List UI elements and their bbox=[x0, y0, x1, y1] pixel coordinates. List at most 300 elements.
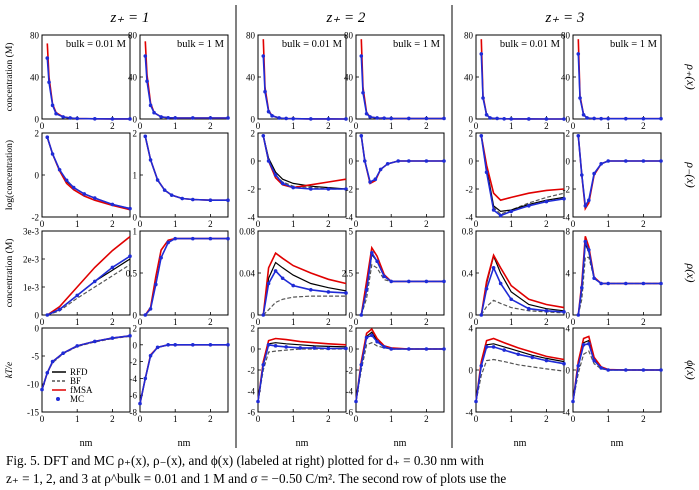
y-tick-label-r4c1: -10 bbox=[27, 379, 39, 390]
y-tick-label-r4c2: -8 bbox=[129, 407, 137, 418]
x-tick-label-r1c3: 0 bbox=[255, 121, 261, 131]
data-point-MC-r2c6 bbox=[599, 162, 603, 166]
y-tick-label-r2c6: -4 bbox=[562, 212, 570, 223]
data-point-MC-r4c4 bbox=[365, 336, 369, 340]
y-tick-label-r1c3: 0 bbox=[250, 114, 255, 125]
x-tick-label-r3c4: 2 bbox=[424, 317, 429, 327]
column-header-1: z₊ = 1 bbox=[110, 10, 150, 26]
data-point-MC-r3c4 bbox=[375, 259, 379, 263]
data-point-MC-r4c5 bbox=[545, 359, 549, 363]
y-tick-label-r2c1: -2 bbox=[31, 212, 39, 223]
data-point-MC-r4c6 bbox=[642, 368, 646, 372]
x-axis-label-5: nm bbox=[513, 438, 527, 449]
data-point-MC-r2c2 bbox=[191, 198, 195, 202]
y-tick-label-r2c2: 1 bbox=[132, 170, 137, 181]
x-axis-label-4: nm bbox=[393, 438, 407, 449]
data-point-MC-r2c4 bbox=[407, 159, 411, 163]
data-point-MC-r1c6 bbox=[606, 117, 610, 121]
x-tick-label-r4c1: 0 bbox=[39, 414, 45, 424]
data-point-MC-r1c4 bbox=[359, 54, 363, 58]
row-ylabel-2: log(concentration) bbox=[5, 139, 15, 211]
x-tick-label-r2c5: 1 bbox=[508, 219, 514, 229]
y-tick-label-r3c1: 1e-3 bbox=[23, 282, 39, 293]
y-tick-label-r2c6: 2 bbox=[565, 128, 570, 139]
data-point-MC-r1c4 bbox=[368, 115, 372, 119]
y-tick-label-r1c1: 80 bbox=[30, 30, 39, 41]
y-tick-label-r4c4: 2 bbox=[348, 323, 353, 334]
y-tick-label-r3c2: 0 bbox=[132, 310, 137, 321]
data-point-MC-r1c5 bbox=[527, 117, 531, 121]
data-point-MC-r4c3 bbox=[256, 400, 260, 404]
data-point-MC-r1c1 bbox=[75, 117, 79, 121]
x-tick-label-r1c5: 0 bbox=[473, 121, 479, 131]
data-point-MC-r4c4 bbox=[389, 347, 393, 351]
y-tick-label-r3c1: 3e-3 bbox=[23, 226, 39, 237]
data-point-MC-r3c5 bbox=[485, 287, 489, 291]
y-tick-label-r3c5: 0 bbox=[468, 310, 473, 321]
data-point-MC-r2c3 bbox=[274, 173, 278, 177]
row-label-right-2: ρ₋(x) bbox=[684, 162, 698, 188]
data-point-MC-r1c5 bbox=[488, 116, 492, 120]
data-point-MC-r3c3 bbox=[261, 313, 265, 317]
data-point-MC-r3c5 bbox=[527, 307, 531, 311]
y-tick-label-r2c5: -2 bbox=[465, 184, 473, 195]
data-point-MC-r3c6 bbox=[587, 248, 591, 252]
data-point-MC-r1c4 bbox=[365, 112, 369, 116]
data-point-MC-r1c6 bbox=[642, 117, 646, 121]
panel-frame-r3c2 bbox=[140, 231, 228, 315]
data-point-MC-r3c3 bbox=[344, 291, 348, 295]
x-tick-label-r2c2: 1 bbox=[172, 219, 178, 229]
x-tick-label-r2c3: 0 bbox=[255, 219, 261, 229]
data-point-MC-r2c6 bbox=[659, 159, 663, 163]
data-point-MC-r2c4 bbox=[368, 180, 372, 184]
y-tick-label-r4c1: -5 bbox=[31, 351, 39, 362]
data-point-MC-r4c1 bbox=[51, 360, 55, 364]
data-point-MC-r2c4 bbox=[425, 159, 429, 163]
data-point-MC-r2c2 bbox=[143, 135, 147, 139]
y-tick-label-r4c1: 0 bbox=[34, 323, 39, 334]
data-point-MC-r2c2 bbox=[180, 197, 184, 201]
data-point-MC-r4c2 bbox=[191, 343, 195, 347]
legend-label-BF: BF bbox=[70, 376, 82, 386]
data-point-MC-r3c2 bbox=[191, 237, 195, 241]
data-point-MC-r4c1 bbox=[93, 340, 97, 344]
caption-line-1: Fig. 5. DFT and MC ρ₊(x), ρ₋(x), and ϕ(x) (labeled at right) plotted for d₊ = 0.30 nm with bbox=[6, 453, 484, 468]
y-tick-label-r2c6: 0 bbox=[565, 156, 570, 167]
x-tick-label-r2c2: 0 bbox=[137, 219, 143, 229]
data-point-MC-r3c2 bbox=[209, 237, 213, 241]
x-tick-label-r2c1: 0 bbox=[39, 219, 45, 229]
x-tick-label-r1c4: 1 bbox=[388, 121, 394, 131]
legend-label-MC: MC bbox=[70, 394, 85, 404]
data-point-MC-r3c6 bbox=[659, 282, 663, 286]
data-point-MC-r4c3 bbox=[327, 347, 331, 351]
data-point-MC-r1c1 bbox=[61, 115, 65, 119]
data-point-MC-r2c5 bbox=[562, 197, 566, 201]
y-tick-label-r1c3: 40 bbox=[246, 72, 255, 83]
data-point-MC-r1c3 bbox=[267, 110, 271, 114]
data-point-MC-r2c6 bbox=[592, 172, 596, 176]
x-tick-label-r4c1: 1 bbox=[74, 414, 80, 424]
panel-title-r1c2: bulk = 1 M bbox=[176, 39, 224, 50]
y-tick-label-r4c5: -4 bbox=[465, 407, 473, 418]
data-point-MC-r4c1 bbox=[40, 388, 44, 392]
data-point-MC-r2c5 bbox=[479, 134, 483, 138]
data-point-MC-r4c3 bbox=[284, 345, 288, 349]
data-point-MC-r2c2 bbox=[149, 158, 153, 162]
data-point-MC-r1c2 bbox=[166, 116, 170, 120]
data-point-MC-r2c3 bbox=[267, 159, 271, 163]
data-point-MC-r3c3 bbox=[274, 269, 278, 273]
data-point-MC-r4c2 bbox=[166, 343, 170, 347]
x-tick-label-r4c5: 0 bbox=[473, 414, 479, 424]
data-point-MC-r4c2 bbox=[173, 343, 177, 347]
y-tick-label-r4c1: -15 bbox=[27, 407, 39, 418]
y-tick-label-r4c4: -4 bbox=[345, 386, 353, 397]
y-tick-label-r2c2: 0 bbox=[132, 212, 137, 223]
data-point-MC-r4c6 bbox=[659, 368, 663, 372]
x-tick-label-r1c1: 0 bbox=[39, 121, 45, 131]
column-header-2: z₊ = 2 bbox=[326, 10, 366, 26]
data-point-MC-r3c6 bbox=[599, 282, 603, 286]
x-tick-label-r4c5: 1 bbox=[508, 414, 514, 424]
data-point-MC-r1c3 bbox=[270, 114, 274, 118]
data-point-MC-r2c4 bbox=[359, 134, 363, 138]
data-point-MC-r1c2 bbox=[173, 116, 177, 120]
x-tick-label-r4c5: 2 bbox=[544, 414, 549, 424]
data-point-MC-r3c4 bbox=[370, 251, 374, 255]
x-tick-label-r4c2: 2 bbox=[208, 414, 213, 424]
data-point-MC-r4c6 bbox=[576, 364, 580, 368]
data-point-MC-r2c5 bbox=[509, 210, 513, 214]
data-point-MC-r4c5 bbox=[479, 364, 483, 368]
y-tick-label-r2c4: -4 bbox=[345, 212, 353, 223]
data-point-MC-r3c4 bbox=[365, 288, 369, 292]
x-tick-label-r3c4: 1 bbox=[388, 317, 394, 327]
data-point-MC-r1c1 bbox=[111, 117, 115, 121]
y-tick-label-r2c1: 2 bbox=[34, 128, 39, 139]
x-tick-label-r1c4: 2 bbox=[424, 121, 429, 131]
data-point-MC-r4c5 bbox=[485, 345, 489, 349]
y-tick-label-r3c3: 0 bbox=[250, 310, 255, 321]
y-tick-label-r2c4: 0 bbox=[348, 156, 353, 167]
data-point-MC-r3c4 bbox=[442, 280, 446, 284]
data-point-MC-r3c1 bbox=[58, 308, 62, 312]
x-tick-label-r1c2: 1 bbox=[172, 121, 178, 131]
legend-marker-MC bbox=[56, 397, 60, 401]
data-point-MC-r4c5 bbox=[531, 356, 535, 360]
x-tick-label-r4c4: 0 bbox=[353, 414, 359, 424]
data-point-MC-r1c4 bbox=[361, 91, 365, 95]
x-tick-label-r4c6: 2 bbox=[641, 414, 646, 424]
data-point-MC-r3c3 bbox=[327, 290, 331, 294]
data-point-MC-r2c6 bbox=[606, 159, 610, 163]
data-point-MC-r2c3 bbox=[291, 186, 295, 190]
x-tick-label-r3c5: 2 bbox=[544, 317, 549, 327]
x-tick-label-r2c6: 1 bbox=[605, 219, 611, 229]
x-tick-label-r4c2: 1 bbox=[172, 414, 178, 424]
data-point-MC-r3c5 bbox=[545, 309, 549, 313]
x-tick-label-r1c3: 1 bbox=[290, 121, 296, 131]
data-point-MC-r2c1 bbox=[58, 168, 62, 172]
data-point-MC-r4c3 bbox=[313, 346, 317, 350]
x-tick-label-r4c1: 2 bbox=[110, 414, 115, 424]
data-point-MC-r1c3 bbox=[309, 117, 313, 121]
data-point-MC-r3c2 bbox=[149, 307, 153, 311]
data-point-MC-r1c6 bbox=[592, 117, 596, 121]
x-tick-label-r3c2: 1 bbox=[172, 317, 178, 327]
panel-frame-r2c2 bbox=[140, 133, 228, 217]
y-tick-label-r4c3: -4 bbox=[247, 386, 255, 397]
data-point-MC-r1c6 bbox=[576, 52, 580, 56]
y-tick-label-r2c3: 0 bbox=[250, 156, 255, 167]
data-point-MC-r1c3 bbox=[263, 90, 267, 94]
data-point-MC-r2c3 bbox=[281, 182, 285, 186]
x-tick-label-r2c2: 2 bbox=[208, 219, 213, 229]
y-tick-label-r3c4: 2.5 bbox=[341, 268, 353, 279]
data-point-MC-r2c6 bbox=[580, 173, 584, 177]
data-point-MC-r3c4 bbox=[389, 280, 393, 284]
row-ylabel-1: concentration (M) bbox=[5, 42, 15, 112]
data-point-MC-r1c4 bbox=[382, 116, 386, 120]
data-point-MC-r3c2 bbox=[226, 237, 230, 241]
y-tick-label-r4c4: -6 bbox=[345, 407, 353, 418]
panel-title-r1c1: bulk = 0.01 M bbox=[65, 39, 126, 50]
data-point-MC-r4c5 bbox=[492, 345, 496, 349]
column-header-3: z₊ = 3 bbox=[545, 10, 585, 26]
x-tick-label-r4c4: 2 bbox=[424, 414, 429, 424]
data-point-MC-r3c1 bbox=[45, 313, 49, 317]
y-tick-label-r3c2: 0.5 bbox=[125, 268, 137, 279]
data-point-MC-r1c4 bbox=[375, 116, 379, 120]
x-tick-label-r4c4: 1 bbox=[388, 414, 394, 424]
y-tick-label-r3c6: 0 bbox=[565, 310, 570, 321]
data-point-MC-r1c6 bbox=[624, 117, 628, 121]
data-point-MC-r3c3 bbox=[281, 276, 285, 280]
data-point-MC-r1c4 bbox=[389, 117, 393, 121]
data-point-MC-r3c5 bbox=[499, 282, 503, 286]
caption-line-2: z₊ = 1, 2, and 3 at ρ^bulk = 0.01 and 1 M and σ = −0.50 C/m². The second row of plots use the bbox=[6, 471, 507, 486]
y-tick-label-r3c6: 8 bbox=[565, 226, 570, 237]
data-point-MC-r3c2 bbox=[166, 241, 170, 245]
x-tick-label-r3c3: 2 bbox=[326, 317, 331, 327]
y-tick-label-r2c3: -2 bbox=[247, 184, 255, 195]
data-point-MC-r3c6 bbox=[584, 240, 588, 244]
data-point-MC-r1c2 bbox=[152, 111, 156, 115]
y-tick-label-r4c4: 0 bbox=[348, 344, 353, 355]
y-tick-label-r4c3: -2 bbox=[247, 365, 255, 376]
panel-frame-r4c2 bbox=[140, 328, 228, 412]
x-tick-label-r1c5: 1 bbox=[508, 121, 514, 131]
data-point-MC-r3c6 bbox=[592, 276, 596, 280]
x-tick-label-r3c5: 1 bbox=[508, 317, 514, 327]
y-tick-label-r4c6: -4 bbox=[562, 407, 570, 418]
data-point-MC-r2c1 bbox=[72, 186, 76, 190]
data-point-MC-r1c3 bbox=[284, 117, 288, 121]
y-tick-label-r1c6: 40 bbox=[561, 72, 570, 83]
x-tick-label-r3c1: 1 bbox=[74, 317, 80, 327]
y-tick-label-r4c3: 2 bbox=[250, 323, 255, 334]
data-point-MC-r3c2 bbox=[173, 237, 177, 241]
data-point-MC-r2c5 bbox=[527, 204, 531, 208]
data-point-MC-r4c3 bbox=[274, 344, 278, 348]
data-point-MC-r3c2 bbox=[143, 313, 147, 317]
data-point-MC-r3c3 bbox=[291, 284, 295, 288]
data-point-MC-r4c3 bbox=[261, 363, 265, 367]
row-label-right-1: ρ₊(x) bbox=[684, 64, 698, 90]
row-ylabel-4: kT/e bbox=[5, 361, 15, 379]
x-axis-label-1: nm bbox=[79, 438, 93, 449]
x-axis-label-3: nm bbox=[295, 438, 309, 449]
data-point-MC-r3c6 bbox=[580, 286, 584, 290]
y-tick-label-r1c6: 80 bbox=[561, 30, 570, 41]
data-point-MC-r4c4 bbox=[354, 400, 358, 404]
x-tick-label-r2c4: 0 bbox=[353, 219, 359, 229]
data-point-MC-r2c4 bbox=[379, 168, 383, 172]
data-point-MC-r1c4 bbox=[442, 117, 446, 121]
y-tick-label-r4c6: 4 bbox=[565, 323, 570, 334]
data-point-MC-r1c2 bbox=[145, 79, 149, 83]
y-tick-label-r3c3: 0.08 bbox=[239, 226, 255, 237]
x-tick-label-r1c5: 2 bbox=[544, 121, 549, 131]
y-tick-label-r1c2: 0 bbox=[132, 114, 137, 125]
y-tick-label-r4c5: 4 bbox=[468, 323, 473, 334]
x-tick-label-r2c5: 2 bbox=[544, 219, 549, 229]
x-tick-label-r2c4: 1 bbox=[388, 219, 394, 229]
x-tick-label-r2c5: 0 bbox=[473, 219, 479, 229]
data-point-MC-r1c2 bbox=[159, 115, 163, 119]
data-point-MC-r2c1 bbox=[111, 203, 115, 207]
legend-label-RFD: RFD bbox=[70, 367, 88, 377]
x-tick-label-r1c3: 2 bbox=[326, 121, 331, 131]
data-point-MC-r4c4 bbox=[382, 345, 386, 349]
data-point-MC-r4c4 bbox=[370, 334, 374, 338]
row-ylabel-3: concentration (M) bbox=[5, 238, 15, 308]
legend-label-fMSA: fMSA bbox=[70, 385, 93, 395]
data-point-MC-r4c1 bbox=[61, 351, 65, 355]
data-point-MC-r3c4 bbox=[382, 275, 386, 279]
data-point-MC-r4c6 bbox=[582, 343, 586, 347]
data-point-MC-r1c4 bbox=[425, 117, 429, 121]
y-tick-label-r4c5: 0 bbox=[468, 365, 473, 376]
y-tick-label-r1c4: 40 bbox=[344, 72, 353, 83]
x-tick-label-r4c3: 2 bbox=[326, 414, 331, 424]
data-point-MC-r1c6 bbox=[585, 116, 589, 120]
x-tick-label-r2c4: 2 bbox=[424, 219, 429, 229]
x-tick-label-r2c1: 2 bbox=[110, 219, 115, 229]
data-point-MC-r1c6 bbox=[582, 113, 586, 117]
data-point-MC-r1c5 bbox=[485, 113, 489, 117]
data-point-MC-r4c6 bbox=[592, 359, 596, 363]
y-tick-label-r4c6: 0 bbox=[565, 365, 570, 376]
y-tick-label-r1c4: 80 bbox=[344, 30, 353, 41]
data-point-MC-r1c3 bbox=[327, 117, 331, 121]
x-tick-label-r1c6: 0 bbox=[570, 121, 576, 131]
data-point-MC-r1c3 bbox=[344, 117, 348, 121]
data-point-MC-r4c5 bbox=[474, 400, 478, 404]
data-point-MC-r4c6 bbox=[599, 366, 603, 370]
panel-frame-r2c3 bbox=[258, 133, 346, 217]
x-axis-label-6: nm bbox=[610, 438, 624, 449]
y-tick-label-r1c5: 40 bbox=[464, 72, 473, 83]
x-tick-label-r1c1: 2 bbox=[110, 121, 115, 131]
data-point-MC-r3c3 bbox=[267, 282, 271, 286]
data-point-MC-r3c2 bbox=[159, 256, 163, 260]
data-point-MC-r4c6 bbox=[587, 342, 591, 346]
data-point-MC-r3c5 bbox=[492, 266, 496, 270]
y-tick-label-r3c5: 0.8 bbox=[461, 226, 473, 237]
data-point-MC-r3c1 bbox=[75, 294, 79, 298]
data-point-MC-r4c6 bbox=[606, 368, 610, 372]
x-tick-label-r1c2: 2 bbox=[208, 121, 213, 131]
y-tick-label-r4c2: 2 bbox=[132, 323, 137, 334]
data-point-MC-r1c2 bbox=[209, 116, 213, 120]
y-tick-label-r2c3: -4 bbox=[247, 212, 255, 223]
panel-title-r1c3: bulk = 0.01 M bbox=[281, 39, 342, 50]
x-tick-label-r3c6: 1 bbox=[605, 317, 611, 327]
row-label-right-4: ϕ(x) bbox=[684, 360, 698, 380]
y-tick-label-r2c5: -4 bbox=[465, 212, 473, 223]
panel-title-r1c6: bulk = 1 M bbox=[609, 39, 657, 50]
x-tick-label-r3c6: 0 bbox=[570, 317, 576, 327]
data-point-MC-r2c2 bbox=[170, 193, 174, 197]
data-point-MC-r2c3 bbox=[327, 187, 331, 191]
data-point-MC-r2c4 bbox=[386, 162, 390, 166]
data-point-MC-r4c1 bbox=[111, 336, 115, 340]
data-point-MC-r4c4 bbox=[407, 347, 411, 351]
data-point-MC-r1c5 bbox=[509, 117, 513, 121]
y-tick-label-r4c2: -2 bbox=[129, 357, 137, 368]
x-tick-label-r3c6: 2 bbox=[641, 317, 646, 327]
y-tick-label-r2c2: 2 bbox=[132, 128, 137, 139]
data-point-MC-r1c2 bbox=[191, 116, 195, 120]
data-point-MC-r2c4 bbox=[363, 159, 367, 163]
data-point-MC-r2c4 bbox=[442, 159, 446, 163]
y-tick-label-r1c6: 0 bbox=[565, 114, 570, 125]
figure-caption bbox=[6, 452, 696, 490]
data-point-MC-r4c3 bbox=[344, 347, 348, 351]
x-tick-label-r3c1: 0 bbox=[39, 317, 45, 327]
data-point-MC-r1c1 bbox=[51, 104, 55, 108]
data-point-MC-r2c5 bbox=[492, 208, 496, 212]
data-point-MC-r1c1 bbox=[128, 117, 132, 121]
x-tick-label-r1c4: 0 bbox=[353, 121, 359, 131]
y-tick-label-r3c1: 2e-3 bbox=[23, 254, 39, 265]
y-tick-label-r3c2: 1 bbox=[132, 226, 137, 237]
data-point-MC-r3c4 bbox=[407, 280, 411, 284]
x-tick-label-r4c2: 0 bbox=[137, 414, 143, 424]
y-tick-label-r3c4: 5 bbox=[348, 226, 353, 237]
data-point-MC-r2c6 bbox=[576, 134, 580, 138]
data-point-MC-r2c6 bbox=[642, 159, 646, 163]
data-point-MC-r3c5 bbox=[479, 313, 483, 317]
data-point-MC-r3c4 bbox=[359, 313, 363, 317]
data-point-MC-r4c3 bbox=[267, 343, 271, 347]
data-point-MC-r3c5 bbox=[509, 297, 513, 301]
data-point-MC-r2c2 bbox=[156, 178, 160, 182]
data-point-MC-r3c1 bbox=[93, 280, 97, 284]
data-point-MC-r4c3 bbox=[298, 346, 302, 350]
data-point-MC-r2c1 bbox=[45, 135, 49, 139]
y-tick-label-r1c5: 0 bbox=[468, 114, 473, 125]
y-tick-label-r2c5: 2 bbox=[468, 128, 473, 139]
data-point-MC-r4c4 bbox=[425, 347, 429, 351]
data-point-MC-r2c4 bbox=[396, 159, 400, 163]
y-tick-label-r4c2: -4 bbox=[129, 373, 137, 384]
data-point-MC-r4c5 bbox=[516, 352, 520, 356]
data-point-MC-r1c6 bbox=[659, 117, 663, 121]
